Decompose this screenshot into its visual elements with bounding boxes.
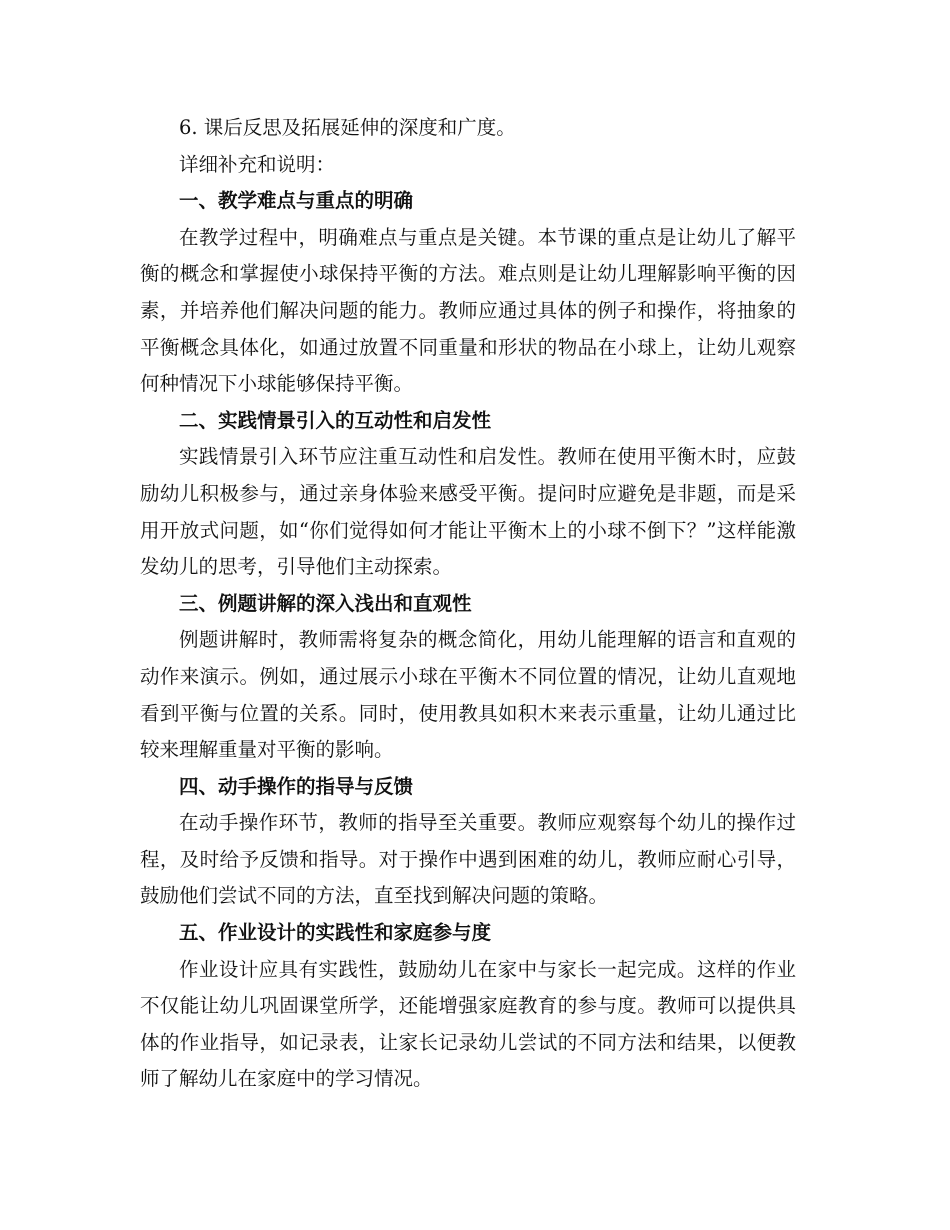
section-body: 实践情景引入环节应注重互动性和启发性。教师在使用平衡木时，应鼓励幼儿积极参与，通过亲身体验来感受平衡。提问时应避免是非题，而是采用开放式问题，如“你们觉得如何才能让平衡木上的小球不倒下？”这样能激发幼儿的思考，引导他们主动探索。 <box>140 445 796 579</box>
document-page <box>140 110 796 1098</box>
section-heading: 三、例题讲解的深入浅出和直观性 <box>179 591 472 615</box>
section-body: 在教学过程中，明确难点与重点是关键。本节课的重点是让幼儿了解平衡的概念和掌握使小球保持平衡的方法。难点则是让幼儿理解影响平衡的因素，并培养他们解决问题的能力。教师应通过具体的例子和操作，将抽象的平衡概念具体化，如通过放置不同重量和形状的物品在小球上，让幼儿观察何种情况下小球能够保持平衡。 <box>140 225 796 396</box>
section-heading: 一、教学难点与重点的明确 <box>179 189 414 213</box>
section-body: 例题讲解时，教师需将复杂的概念简化，用幼儿能理解的语言和直观的动作来演示。例如，通过展示小球在平衡木不同位置的情况，让幼儿直观地看到平衡与位置的关系。同时，使用教具如积木来表示重量，让幼儿通过比较来理解重量对平衡的影响。 <box>140 628 796 762</box>
section-4 <box>140 769 796 915</box>
section-heading: 二、实践情景引入的互动性和启发性 <box>179 408 492 432</box>
section-3 <box>140 586 796 769</box>
section-body: 作业设计应具有实践性，鼓励幼儿在家中与家长一起完成。这样的作业不仅能让幼儿巩固课堂所学，还能增强家庭教育的参与度。教师可以提供具体的作业指导，如记录表，让家长记录幼儿尝试的不同方法和结果，以便教师了解幼儿在家庭中的学习情况。 <box>140 957 796 1091</box>
section-body: 在动手操作环节，教师的指导至关重要。教师应观察每个幼儿的操作过程，及时给予反馈和指导。对于操作中遇到困难的幼儿，教师应耐心引导，鼓励他们尝试不同的方法，直至找到解决问题的策略。 <box>140 811 796 908</box>
supplement-label: 详细补充和说明： <box>179 152 336 176</box>
section-heading: 四、动手操作的指导与反馈 <box>179 774 414 798</box>
section-2 <box>140 403 796 586</box>
intro-item: 6. 课后反思及拓展延伸的深度和广度。 <box>179 116 516 139</box>
section-1 <box>140 183 796 403</box>
section-heading: 五、作业设计的实践性和家庭参与度 <box>179 921 492 945</box>
section-5 <box>140 915 796 1098</box>
